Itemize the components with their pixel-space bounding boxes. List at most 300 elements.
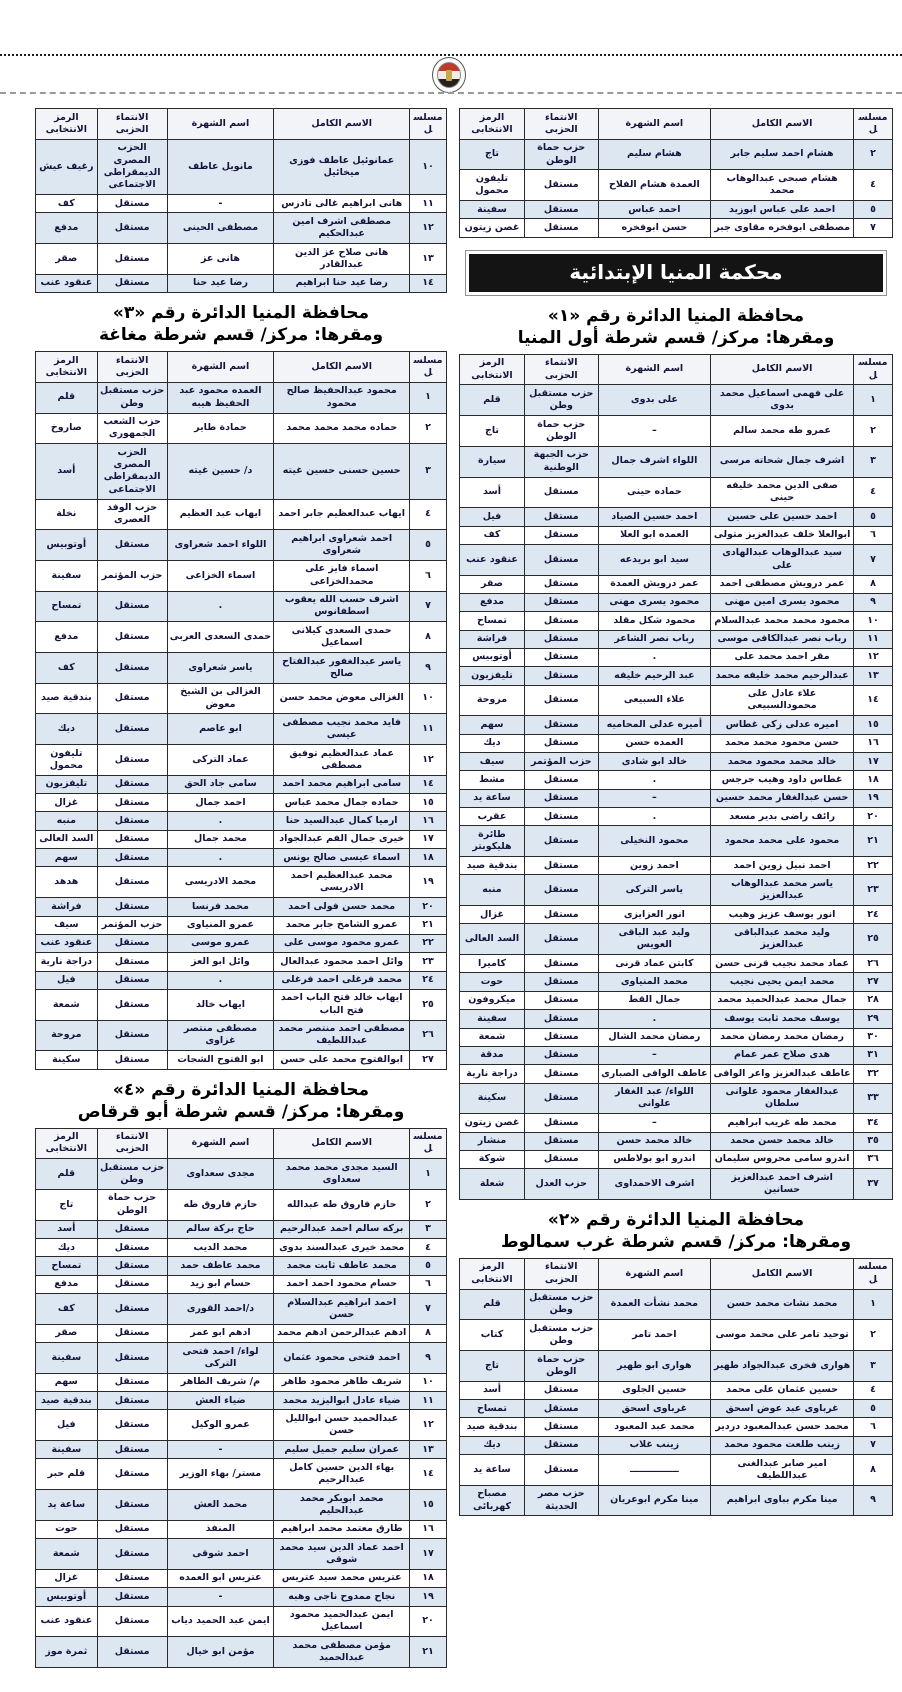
symbol-cell: مدفع <box>36 213 98 244</box>
party-cell: مستقل <box>524 1046 598 1064</box>
symbol-cell: السد العالى <box>460 924 525 955</box>
serial-cell: ١٠ <box>410 1373 447 1391</box>
full-name-cell: ضياء عادل ابواليزيد محمد <box>274 1392 410 1410</box>
serial-cell: ٢ <box>410 413 447 444</box>
serial-cell: ٣٢ <box>854 1065 893 1083</box>
full-name-cell: امير صابر عبدالغنى عبداللطيف <box>711 1455 854 1486</box>
party-cell: مستقل <box>97 1539 167 1570</box>
serial-cell: ٢٠ <box>410 898 447 916</box>
party-cell: مستقل <box>97 1588 167 1606</box>
known-as-cell: مينا مكرم ابوعريان <box>598 1485 711 1516</box>
table-row <box>36 1588 447 1606</box>
known-as-cell: عماد التركى <box>167 745 274 776</box>
column-header: اسم الشهرة <box>598 354 711 385</box>
known-as-cell: لواء/ احمد فتحى التركى <box>167 1343 274 1374</box>
table-row <box>36 560 447 591</box>
known-as-cell: خالد محمد حسن <box>598 1132 711 1150</box>
known-as-cell: جمال القط <box>598 991 711 1009</box>
column-header: اسم الشهرة <box>598 109 711 140</box>
table-row <box>460 826 893 857</box>
party-cell: حزب المؤتمر <box>524 753 598 771</box>
column-header: مسلسل <box>410 109 447 140</box>
table-row <box>460 544 893 575</box>
symbol-cell: ديك <box>460 1436 525 1454</box>
column-header: اسم الشهرة <box>167 1128 274 1159</box>
serial-cell: ٢٣ <box>854 875 893 906</box>
party-cell: مستقل <box>97 195 167 213</box>
full-name-cell: مؤمن مصطفى محمد عبدالحميد <box>274 1637 410 1668</box>
party-cell: مستقل <box>524 808 598 826</box>
known-as-cell: ايهاب عبد العظيم <box>167 499 274 530</box>
serial-cell: ٤ <box>410 1239 447 1257</box>
serial-cell: ٥ <box>854 508 893 526</box>
serial-cell: ١٥ <box>854 716 893 734</box>
continuation-table-left <box>35 108 447 293</box>
known-as-cell: العمده ابو العلا <box>598 526 711 544</box>
symbol-cell: سهم <box>460 716 525 734</box>
serial-cell: ٦ <box>410 560 447 591</box>
symbol-cell: تمساح <box>460 612 525 630</box>
column-header: الاسم الكامل <box>711 1258 854 1289</box>
known-as-cell: مجدى سعداوى <box>167 1159 274 1190</box>
party-cell: مستقل <box>524 1114 598 1132</box>
symbol-cell: ديك <box>36 1239 98 1257</box>
known-as-cell: احمد شوقى <box>167 1539 274 1570</box>
continuation-table-right <box>459 108 893 238</box>
serial-cell: ١٣ <box>410 244 447 275</box>
symbol-cell: ديك <box>460 734 525 752</box>
known-as-cell: د/احمد القورى <box>167 1294 274 1325</box>
symbol-cell: سكينة <box>36 1051 98 1069</box>
serial-cell: ١٢ <box>410 213 447 244</box>
header-row <box>460 354 893 385</box>
party-cell: مستقل <box>524 906 598 924</box>
serial-cell: ٥ <box>410 1257 447 1275</box>
serial-cell: ٦ <box>854 1418 893 1436</box>
known-as-cell: ايمن عبد الحميد دياب <box>167 1606 274 1637</box>
serial-cell: ٢٠ <box>410 1606 447 1637</box>
table-row <box>36 1220 447 1238</box>
known-as-cell: اللواء احمد شعراوى <box>167 530 274 561</box>
known-as-cell: حمدى السعدى العربى <box>167 622 274 653</box>
column-header: الانتماء الحزبى <box>97 109 167 140</box>
party-cell: مستقل <box>524 630 598 648</box>
party-cell: مستقل <box>524 667 598 685</box>
serial-cell: ٢١ <box>854 826 893 857</box>
full-name-cell: اشرف جمال شحاته مرسى <box>711 446 854 477</box>
full-name-cell: مصطفى احمد منتصر محمد عبداللطيف <box>274 1020 410 1051</box>
party-cell: مستقل <box>524 1028 598 1046</box>
serial-cell: ٤ <box>854 170 893 201</box>
full-name-cell: خيرى جمال الفم عبدالجواد <box>274 830 410 848</box>
serial-cell: ٣٣ <box>854 1083 893 1114</box>
serial-cell: ٢ <box>854 416 893 447</box>
table-row <box>36 1275 447 1293</box>
known-as-cell: . <box>598 648 711 666</box>
table-row <box>36 1189 447 1220</box>
known-as-cell: حاج بركة سالم <box>167 1220 274 1238</box>
district1-title <box>459 300 893 354</box>
known-as-cell: ياسر شعراوى <box>167 653 274 684</box>
serial-cell: ٢ <box>854 139 893 170</box>
party-cell: مستقل <box>524 612 598 630</box>
full-name-cell: سامى ابراهيم محمد احمد <box>274 775 410 793</box>
table-row <box>460 685 893 716</box>
party-cell: مستقل <box>524 685 598 716</box>
district1-title-line2: ومقرها: مركز/ قسم شرطة أول المنيا <box>517 327 835 348</box>
symbol-cell: بندقية صيد <box>460 1418 525 1436</box>
full-name-cell: ابوالفتوح محمد على حسن <box>274 1051 410 1069</box>
party-cell: حزب حماة الوطن <box>524 139 598 170</box>
table-row <box>460 385 893 416</box>
party-cell: حزب الوفد العصرى <box>97 499 167 530</box>
symbol-cell: طائرة هليكوبتر <box>460 826 525 857</box>
table-row <box>36 653 447 684</box>
full-name-cell: محمد فرغلى احمد فرغلى <box>274 971 410 989</box>
table-row <box>36 745 447 776</box>
column-header: الانتماء الحزبى <box>524 109 598 140</box>
district1-title-line1: محافظة المنيا الدائرة رقم «١» <box>547 305 805 326</box>
known-as-cell: هوارى ابو طهير <box>598 1351 711 1382</box>
table-row <box>460 477 893 508</box>
symbol-cell: شمعة <box>36 989 98 1020</box>
table-row <box>36 1257 447 1275</box>
serial-cell: ٩ <box>854 593 893 611</box>
full-name-cell: عبدالغفار محمود علوانى سلطان <box>711 1083 854 1114</box>
table-row <box>36 1569 447 1587</box>
symbol-cell: تاج <box>460 1351 525 1382</box>
column-header: الرمز الانتخابى <box>36 109 98 140</box>
serial-cell: ٢ <box>854 1320 893 1351</box>
serial-cell: ١ <box>410 1159 447 1190</box>
full-name-cell: مصطفى ابوفخره مقاوى جبر <box>711 219 854 237</box>
serial-cell: ١١ <box>410 714 447 745</box>
party-cell: مستقل <box>524 857 598 875</box>
symbol-cell: أسد <box>36 1220 98 1238</box>
known-as-cell: محمد عبد المعبود <box>598 1418 711 1436</box>
known-as-cell: محمد الديب <box>167 1239 274 1257</box>
table-row <box>36 714 447 745</box>
full-name-cell: محمد عاطف ثابت محمد <box>274 1257 410 1275</box>
full-name-cell: عاطف عبدالعزيز واعر الوافى <box>711 1065 854 1083</box>
table-row <box>460 924 893 955</box>
known-as-cell: محمد عاطف حمد <box>167 1257 274 1275</box>
known-as-cell: – <box>598 1114 711 1132</box>
known-as-cell: عمرو الوكيل <box>167 1410 274 1441</box>
serial-cell: ٩ <box>854 1485 893 1516</box>
known-as-cell: محمود النخيلى <box>598 826 711 857</box>
party-cell: مستقل <box>97 1257 167 1275</box>
known-as-cell: كابتن عماد قرنى <box>598 955 711 973</box>
serial-cell: ١٠ <box>410 139 447 194</box>
full-name-cell: عبدالحميد حسن ابوالليل حسن <box>274 1410 410 1441</box>
symbol-cell: قلم حبر <box>36 1459 98 1490</box>
table-row <box>36 1294 447 1325</box>
column-header: الاسم الكامل <box>274 109 410 140</box>
known-as-cell: سامى جاد الحق <box>167 775 274 793</box>
court-banner: محكمة المنيا الإبتدائية <box>469 254 883 292</box>
full-name-cell: بركه سالم احمد عبدالرحيم <box>274 1220 410 1238</box>
symbol-cell: سيف <box>460 753 525 771</box>
party-cell: مستقل <box>97 1569 167 1587</box>
serial-cell: ٨ <box>410 1324 447 1342</box>
known-as-cell: أميره عدلى المحاميه <box>598 716 711 734</box>
symbol-cell: مدفع <box>36 622 98 653</box>
party-cell: مستقل <box>97 1239 167 1257</box>
party-cell: حزب مستقبل وطن <box>524 1320 598 1351</box>
district4-title <box>35 1074 447 1128</box>
party-cell: مستقل <box>524 170 598 201</box>
party-cell: مستقل <box>97 1441 167 1459</box>
party-cell: مستقل <box>524 1132 598 1150</box>
symbol-cell: فيل <box>460 508 525 526</box>
district4-candidates-table <box>35 1128 447 1668</box>
party-cell: مستقل <box>97 591 167 622</box>
party-cell: مستقل <box>97 1343 167 1374</box>
symbol-cell: صاروخ <box>36 413 98 444</box>
party-cell: مستقل <box>97 1606 167 1637</box>
known-as-cell: محمود شكل مقلد <box>598 612 711 630</box>
full-name-cell: ارميا كمال عبدالسيد حنا <box>274 812 410 830</box>
full-name-cell: هانى ابراهيم غالى تادرس <box>274 195 410 213</box>
full-name-cell: احمد عماد الدين سيد محمد شوقى <box>274 1539 410 1570</box>
header-row <box>460 1258 893 1289</box>
table-row <box>460 1289 893 1320</box>
known-as-cell: عبد الرحيم خليفه <box>598 667 711 685</box>
district2-title <box>459 1204 893 1258</box>
full-name-cell: صفى الدين محمد خليفه حينى <box>711 477 854 508</box>
symbol-cell: تليفزيون <box>460 667 525 685</box>
known-as-cell: حازم فاروق طه <box>167 1189 274 1220</box>
column-header: اسم الشهرة <box>167 352 274 383</box>
serial-cell: ١٢ <box>410 745 447 776</box>
symbol-cell: منشار <box>460 1132 525 1150</box>
column-header: الرمز الانتخابى <box>36 1128 98 1159</box>
serial-cell: ٨ <box>854 575 893 593</box>
symbol-cell: هدهد <box>36 867 98 898</box>
table-row <box>36 274 447 292</box>
table-row <box>36 812 447 830</box>
party-cell: مستقل <box>97 213 167 244</box>
table-row <box>36 195 447 213</box>
serial-cell: ١١ <box>854 630 893 648</box>
table-row <box>460 219 893 237</box>
party-cell: حزب الجبهة الوطنية <box>524 446 598 477</box>
party-cell: حزب مستقبل وطن <box>524 385 598 416</box>
symbol-cell: أسد <box>460 477 525 508</box>
known-as-cell: غرباوى اسحق <box>598 1400 711 1418</box>
full-name-cell: عمرو محمود موسى على <box>274 934 410 952</box>
table-row <box>36 244 447 275</box>
table-row <box>460 734 893 752</box>
full-name-cell: بهاء الدين حسين كامل عبدالرحيم <box>274 1459 410 1490</box>
symbol-cell: تاج <box>460 416 525 447</box>
serial-cell: ١٨ <box>854 771 893 789</box>
party-cell: مستقل <box>524 544 598 575</box>
serial-cell: ٧ <box>854 1436 893 1454</box>
table-row <box>36 971 447 989</box>
symbol-cell: سفينة <box>460 201 525 219</box>
party-cell: مستقل <box>97 794 167 812</box>
party-cell: مستقل <box>524 1400 598 1418</box>
party-cell: مستقل <box>97 830 167 848</box>
symbol-cell: أوتوبيس <box>36 1588 98 1606</box>
party-cell: مستقل <box>524 648 598 666</box>
full-name-cell: عمرو طه محمد سالم <box>711 416 854 447</box>
symbol-cell: كتاب <box>460 1320 525 1351</box>
known-as-cell: احمد تامر <box>598 1320 711 1351</box>
table-row <box>460 991 893 1009</box>
known-as-cell: اشرف الاحمداوى <box>598 1169 711 1200</box>
known-as-cell: - <box>167 195 274 213</box>
known-as-cell: . <box>598 771 711 789</box>
serial-cell: ١٥ <box>410 1490 447 1521</box>
symbol-cell: تمساح <box>36 1257 98 1275</box>
full-name-cell: ايهاب عبدالعظيم جابر احمد <box>274 499 410 530</box>
serial-cell: ٥ <box>854 201 893 219</box>
party-cell: مستقل <box>97 274 167 292</box>
party-cell: مستقل <box>524 789 598 807</box>
known-as-cell: عاطف الوافى الصبارى <box>598 1065 711 1083</box>
known-as-cell: انور العزايزى <box>598 906 711 924</box>
known-as-cell: . <box>167 971 274 989</box>
party-cell: مستقل <box>97 971 167 989</box>
symbol-cell: ديك <box>36 714 98 745</box>
symbol-cell: دراجة نارية <box>460 1065 525 1083</box>
full-name-cell: حماده جمال محمد عباس <box>274 794 410 812</box>
symbol-cell: تمساح <box>36 591 98 622</box>
party-cell: حزب مستقبل وطن <box>97 382 167 413</box>
column-header: الاسم الكامل <box>274 1128 410 1159</box>
known-as-cell: العمده حسن <box>598 734 711 752</box>
serial-cell: ٢٩ <box>854 1010 893 1028</box>
party-cell: مستقل <box>524 826 598 857</box>
full-name-cell: هدى صلاح عمر عمام <box>711 1046 854 1064</box>
full-name-cell: هشام احمد سليم جابر <box>711 139 854 170</box>
full-name-cell: محمود عبدالحفيظ صالح محمود <box>274 382 410 413</box>
party-cell: مستقل <box>97 1410 167 1441</box>
known-as-cell: حسين الجلوى <box>598 1381 711 1399</box>
full-name-cell: اسماء عيسى صالح يونس <box>274 849 410 867</box>
district4-title-line2: ومقرها: مركز/ قسم شرطة أبو قرقاص <box>77 1101 405 1122</box>
symbol-cell: مدقة <box>460 1046 525 1064</box>
known-as-cell: مستر/ بهاء الوزير <box>167 1459 274 1490</box>
party-cell: مستقل <box>524 955 598 973</box>
serial-cell: ١٣ <box>410 1441 447 1459</box>
known-as-cell: ادهم ابو عمر <box>167 1324 274 1342</box>
table-row <box>460 955 893 973</box>
table-row <box>460 1436 893 1454</box>
symbol-cell: بندقية صيد <box>36 1392 98 1410</box>
district2-title-line2: ومقرها: مركز/ قسم شرطة غرب سمالوط <box>500 1231 852 1252</box>
full-name-cell: ايهاب خالد فتح الباب احمد فتح الباب <box>274 989 410 1020</box>
symbol-cell: كف <box>36 1294 98 1325</box>
party-cell: مستقل <box>524 1150 598 1168</box>
court-banner-frame <box>465 250 887 296</box>
table-row <box>36 591 447 622</box>
known-as-cell: حسن ابوفخره <box>598 219 711 237</box>
party-cell: حزب الشعب الجمهورى <box>97 413 167 444</box>
full-name-cell: احمد نبيل زوين احمد <box>711 857 854 875</box>
symbol-cell: عنقود عنب <box>36 1606 98 1637</box>
table-row <box>36 1410 447 1441</box>
known-as-cell: احمد زوين <box>598 857 711 875</box>
party-cell: الحزب المصرى الديمقراطى الاجتماعى <box>97 139 167 194</box>
table-row <box>36 1459 447 1490</box>
full-name-cell: محمد طه غريب ابراهيم <box>711 1114 854 1132</box>
symbol-cell: مروحة <box>460 685 525 716</box>
full-name-cell: محمد ايمن يحيى نجيب <box>711 973 854 991</box>
full-name-cell: حسين حسنى حسين غيته <box>274 444 410 499</box>
serial-cell: ١٩ <box>854 789 893 807</box>
party-cell: مستقل <box>524 201 598 219</box>
table-row <box>460 789 893 807</box>
known-as-cell: احمد عباس <box>598 201 711 219</box>
table-row <box>460 1351 893 1382</box>
serial-cell: ٦ <box>410 1275 447 1293</box>
full-name-cell: عمرو الشامخ جابر محمد <box>274 916 410 934</box>
known-as-cell: - <box>167 1441 274 1459</box>
serial-cell: ٢٣ <box>410 953 447 971</box>
full-name-cell: حازم فاروق طه عبدالله <box>274 1189 410 1220</box>
symbol-cell: مروحة <box>36 1020 98 1051</box>
known-as-cell: عمرو موسى <box>167 934 274 952</box>
table-row <box>460 575 893 593</box>
known-as-cell: محمد جمال <box>167 830 274 848</box>
party-cell: مستقل <box>97 1324 167 1342</box>
serial-cell: ١٥ <box>410 794 447 812</box>
full-name-cell: ياسر محمد عبدالوهاب عبدالعزيز <box>711 875 854 906</box>
full-name-cell: هانى صلاح عز الدين عبدالقادر <box>274 244 410 275</box>
symbol-cell: فيل <box>36 971 98 989</box>
table-row <box>460 139 893 170</box>
table-row <box>460 1065 893 1083</box>
serial-cell: ١٧ <box>410 1539 447 1570</box>
party-cell: مستقل <box>97 622 167 653</box>
known-as-cell: علاء السبيعى <box>598 685 711 716</box>
serial-cell: ٥ <box>410 530 447 561</box>
known-as-cell: ابو الفتوح الشحات <box>167 1051 274 1069</box>
full-name-cell: احمد على عباس ابوزيد <box>711 201 854 219</box>
table-row <box>36 1637 447 1668</box>
symbol-cell: ساعة يد <box>460 1455 525 1486</box>
full-name-cell: نجاح ممدوح ناجى وهبه <box>274 1588 410 1606</box>
serial-cell: ٣٤ <box>854 1114 893 1132</box>
symbol-cell: فراشة <box>36 898 98 916</box>
symbol-cell: قلم <box>36 382 98 413</box>
party-cell: مستقل <box>524 991 598 1009</box>
table-row <box>460 1169 893 1200</box>
full-name-cell: احمد فتحى محمود عثمان <box>274 1343 410 1374</box>
party-cell: مستقل <box>524 716 598 734</box>
table-row <box>460 875 893 906</box>
known-as-cell: . <box>598 1010 711 1028</box>
known-as-cell: حسام ابو زيد <box>167 1275 274 1293</box>
serial-cell: ٣ <box>854 1351 893 1382</box>
party-cell: مستقل <box>97 1520 167 1538</box>
full-name-cell: توحيد تامر على محمد موسى <box>711 1320 854 1351</box>
symbol-cell: قلم <box>460 385 525 416</box>
known-as-cell: ايهاب خالد <box>167 989 274 1020</box>
known-as-cell: محمد العش <box>167 1490 274 1521</box>
full-name-cell: اندرو سامى محروس سليمان <box>711 1150 854 1168</box>
symbol-cell: بندقية صيد <box>460 857 525 875</box>
symbol-cell: تاج <box>460 139 525 170</box>
serial-cell: ٢٦ <box>854 955 893 973</box>
full-name-cell: الغزالى معوض محمد حسن <box>274 683 410 714</box>
serial-cell: ٢١ <box>410 1637 447 1668</box>
column-header: الرمز الانتخابى <box>460 354 525 385</box>
